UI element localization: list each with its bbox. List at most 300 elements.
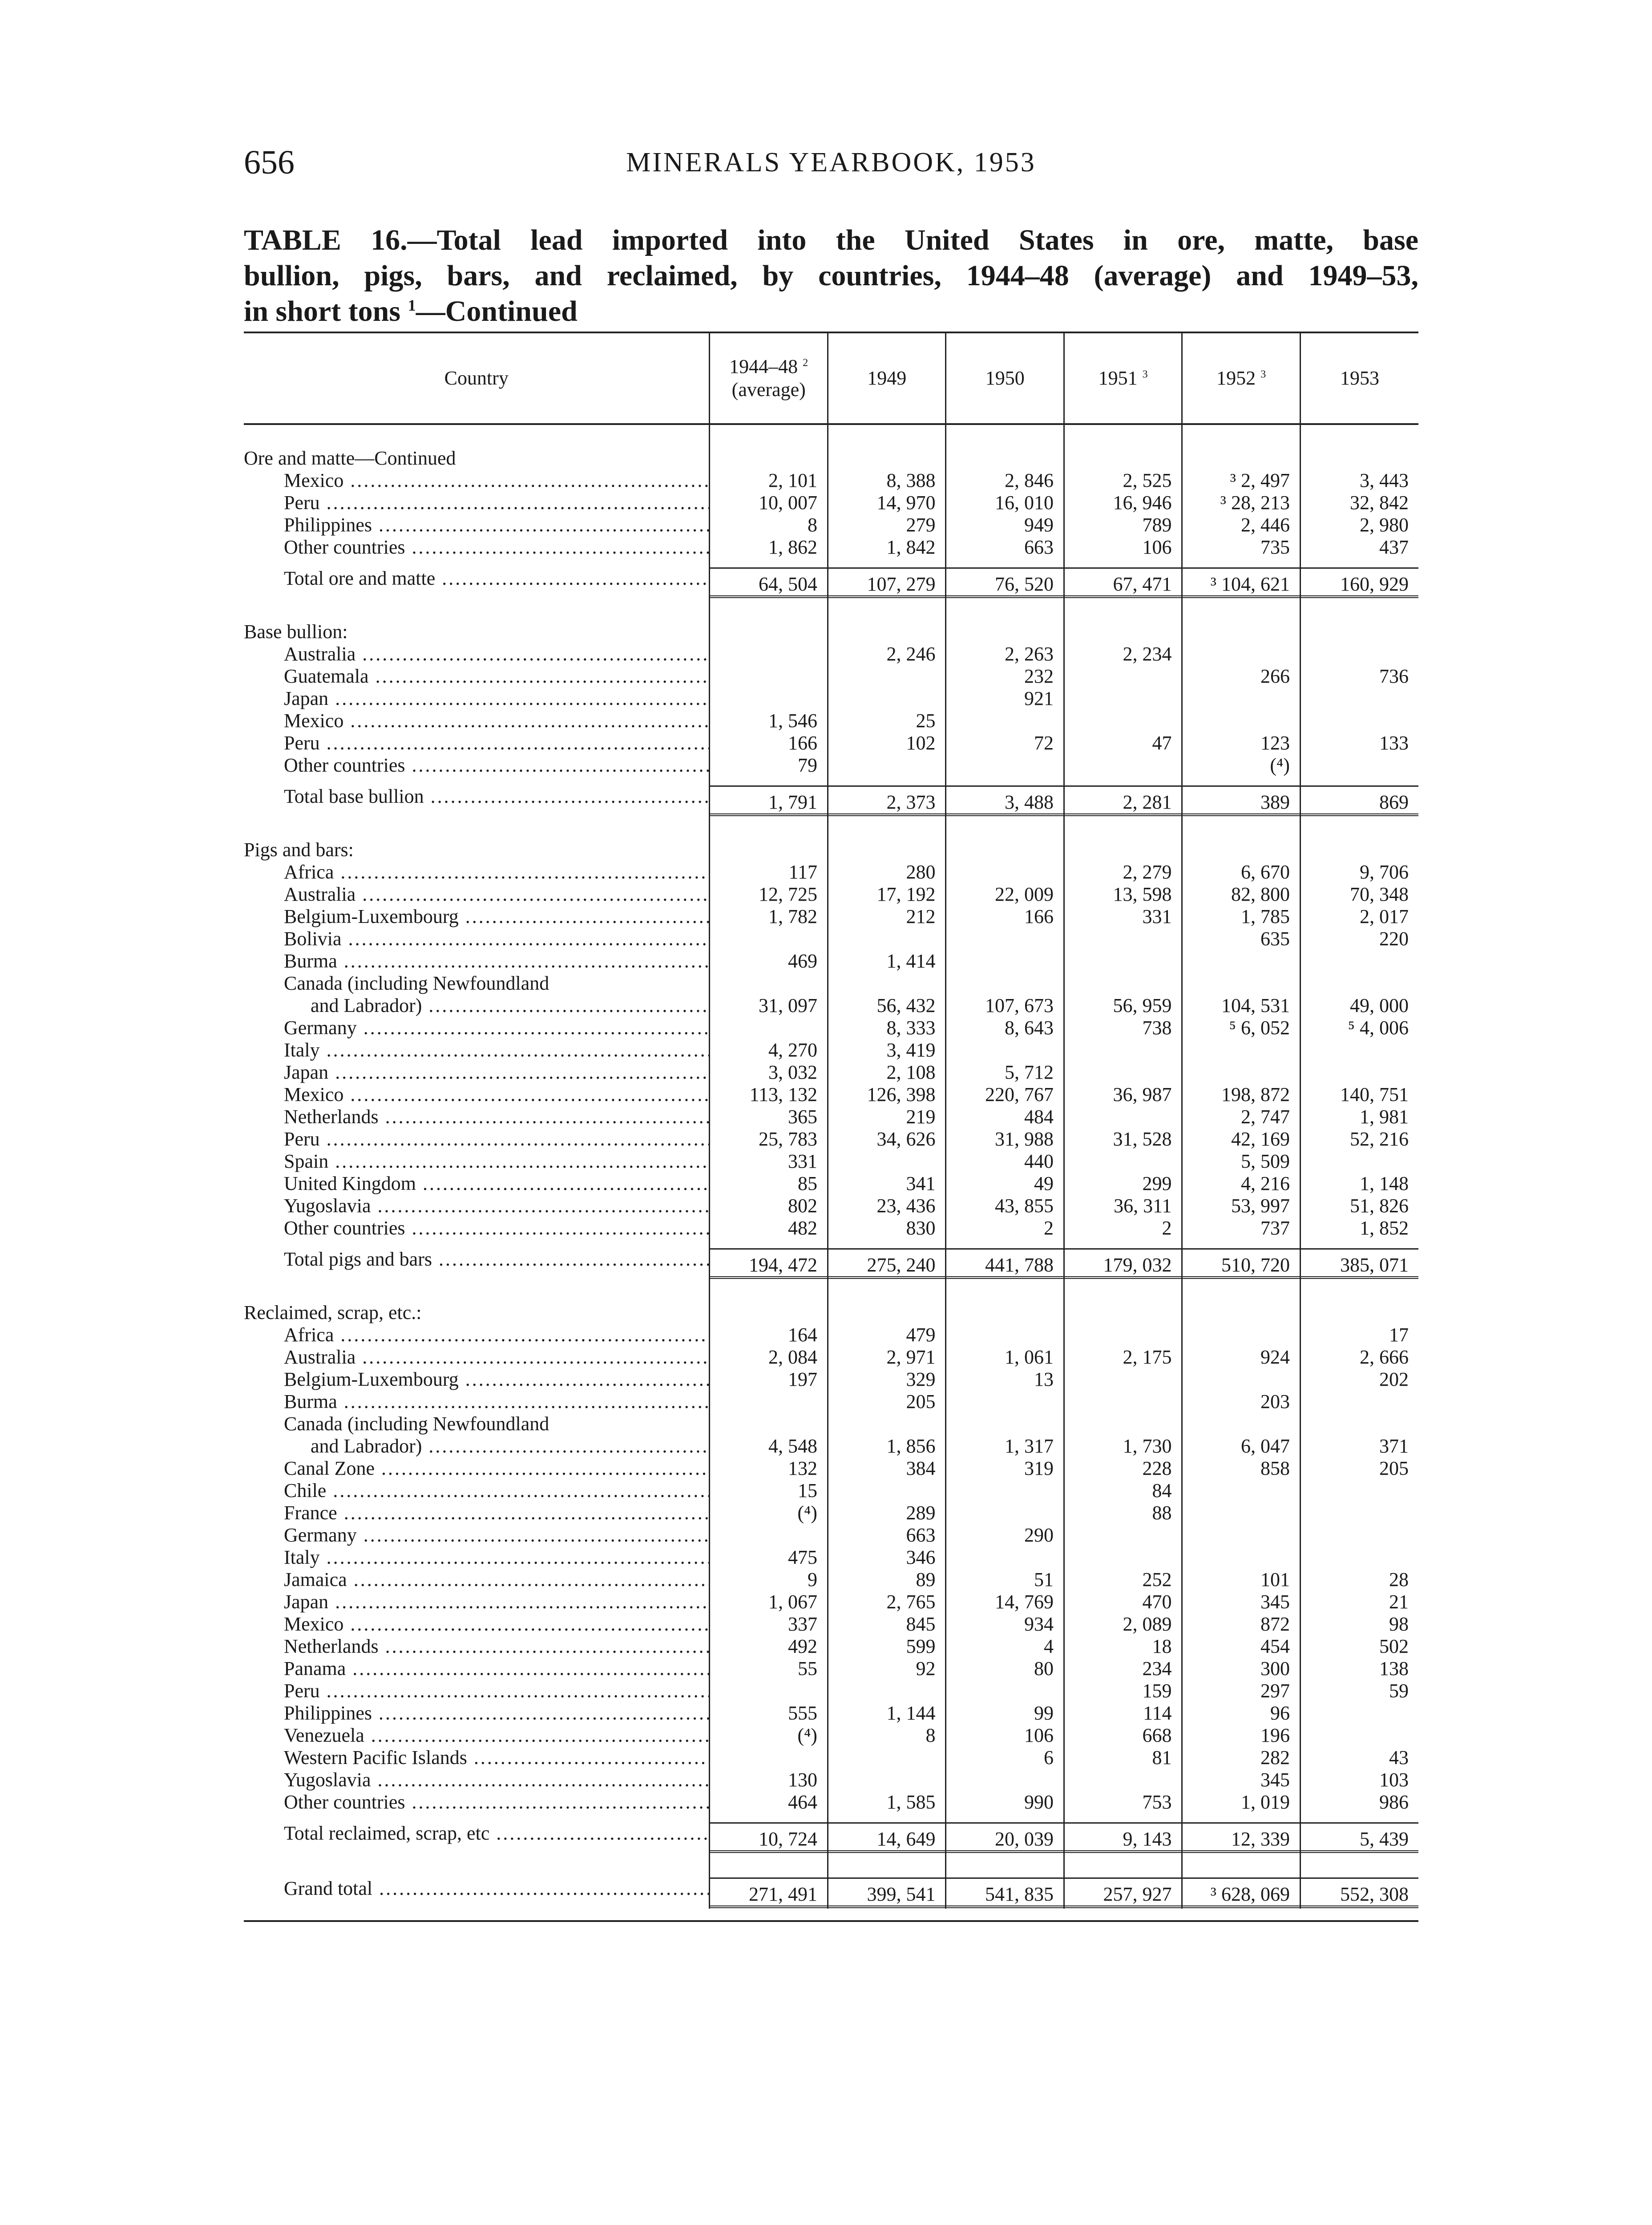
cell-value <box>1300 950 1418 972</box>
spacer-cell <box>1300 1853 1418 1869</box>
cell-value <box>1182 440 1301 469</box>
grand-total-row <box>244 1869 1418 1909</box>
cell-value: 9, 706 <box>1300 861 1418 883</box>
cell-value: 2, 765 <box>828 1591 946 1613</box>
rule-cell <box>1300 1909 1418 1921</box>
cell-value <box>1300 1039 1418 1061</box>
spacer-row <box>244 1853 1418 1869</box>
row-label: Germany ..... <box>244 1524 710 1546</box>
total-value: 552, 308 <box>1301 1877 1418 1908</box>
cell-value <box>710 1391 828 1413</box>
cell-value: 43 <box>1300 1747 1418 1769</box>
cell-value: 949 <box>946 514 1064 536</box>
cell-value: 28 <box>1300 1569 1418 1591</box>
cell-value: 80 <box>946 1658 1064 1680</box>
footnote-mark: 1 <box>408 296 416 314</box>
cell-value: 331 <box>1064 906 1182 928</box>
cell-value <box>1300 643 1418 665</box>
table-row <box>244 732 1418 754</box>
table-row <box>244 995 1418 1017</box>
cell-value <box>1064 1150 1182 1173</box>
table-row <box>244 1457 1418 1480</box>
cell-value: 252 <box>1064 1569 1182 1591</box>
spacer-cell <box>946 1853 1064 1869</box>
cell-value <box>1300 1546 1418 1569</box>
cell-value <box>828 614 946 643</box>
cell-value <box>1064 972 1182 995</box>
cell-value: 106 <box>1064 536 1182 558</box>
cell-value: 49, 000 <box>1300 995 1418 1017</box>
column-sublabel: (average) <box>731 379 806 400</box>
spacer-cell <box>1064 1279 1182 1295</box>
cell-value <box>1064 1413 1182 1435</box>
cell-value <box>946 1869 1064 1909</box>
cell-value: 331 <box>710 1150 828 1173</box>
table-row <box>244 514 1418 536</box>
footnote-mark: 2 <box>803 356 808 369</box>
cell-value: 220, 767 <box>946 1084 1064 1106</box>
cell-value: 2, 017 <box>1300 906 1418 928</box>
spacer-cell <box>1064 1853 1182 1869</box>
cell-value: 4 <box>946 1635 1064 1658</box>
cell-value: 3, 419 <box>828 1039 946 1061</box>
total-value: 5, 439 <box>1301 1822 1418 1853</box>
section-heading: Base bullion: <box>244 621 348 643</box>
cell-value: 2, 446 <box>1182 514 1301 536</box>
cell-value: 101 <box>1182 1569 1301 1591</box>
cell-value <box>946 1239 1064 1279</box>
cell-value: 82, 800 <box>1182 883 1301 906</box>
cell-value: 10, 007 <box>710 492 828 514</box>
row-label: Other countries ..... <box>244 754 710 777</box>
cell-value: 17, 192 <box>828 883 946 906</box>
cell-value: 4, 270 <box>710 1039 828 1061</box>
table-row <box>244 1546 1418 1569</box>
column-header-year <box>1064 332 1182 424</box>
cell-value <box>828 1413 946 1435</box>
cell-value: 371 <box>1300 1435 1418 1457</box>
cell-value <box>828 1813 946 1853</box>
cell-value: 279 <box>828 514 946 536</box>
table-row <box>244 1061 1418 1084</box>
cell-value <box>946 832 1064 861</box>
total-value: 385, 071 <box>1301 1248 1418 1279</box>
cell-value: 166 <box>710 732 828 754</box>
cell-value: 99 <box>946 1702 1064 1724</box>
cell-value: 266 <box>1182 665 1301 688</box>
cell-value: 85 <box>710 1173 828 1195</box>
table-row <box>244 1724 1418 1747</box>
total-value: 3, 488 <box>946 785 1063 816</box>
cell-value: 484 <box>946 1106 1064 1128</box>
cell-value <box>828 440 946 469</box>
cell-value: 9 <box>710 1569 828 1591</box>
footnote-mark: 3 <box>1260 368 1266 380</box>
total-value: ³ 628, 069 <box>1183 1877 1300 1908</box>
total-value: 257, 927 <box>1065 1877 1182 1908</box>
cell-value <box>1064 614 1182 643</box>
table-row <box>244 1680 1418 1702</box>
table-row <box>244 643 1418 665</box>
cell-value: 21 <box>1300 1591 1418 1613</box>
cell-value: ³ 28, 213 <box>1182 492 1301 514</box>
title-line: TABLE 16.—Total lead imported into the United States in ore, matte, base <box>244 224 1418 256</box>
rule-cell <box>828 1909 946 1921</box>
total-row <box>244 1239 1418 1279</box>
cell-value <box>828 1747 946 1769</box>
cell-value <box>1300 1524 1418 1546</box>
cell-value <box>828 1295 946 1324</box>
cell-value <box>710 643 828 665</box>
spacer-cell <box>710 599 828 614</box>
spacer-cell <box>244 817 710 832</box>
cell-value: 1, 061 <box>946 1346 1064 1368</box>
table-row <box>244 1591 1418 1613</box>
page-header <box>244 143 1418 183</box>
cell-value: 337 <box>710 1613 828 1635</box>
section-heading-row <box>244 440 1418 469</box>
cell-value: 2, 101 <box>710 469 828 492</box>
spacer-row <box>244 817 1418 832</box>
cell-value: 56, 959 <box>1064 995 1182 1017</box>
rule-cell <box>946 1909 1064 1921</box>
cell-value <box>828 1869 946 1909</box>
cell-value: 753 <box>1064 1791 1182 1813</box>
cell-value: 934 <box>946 1613 1064 1635</box>
table-row <box>244 1613 1418 1635</box>
cell-value <box>828 688 946 710</box>
column-header-year <box>710 332 828 424</box>
cell-value: 2, 175 <box>1064 1346 1182 1368</box>
cell-value: 440 <box>946 1150 1064 1173</box>
row-label: Canada (including Newfoundland <box>284 972 549 994</box>
row-label: Italy ..... <box>244 1039 710 1061</box>
title-line <box>244 294 1418 329</box>
cell-value: 47 <box>1064 732 1182 754</box>
row-label: Netherlands ..... <box>244 1635 710 1658</box>
column-label: 1953 <box>1340 367 1379 389</box>
table-row <box>244 861 1418 883</box>
cell-value: 197 <box>710 1368 828 1391</box>
table-row <box>244 1635 1418 1658</box>
cell-value <box>710 1680 828 1702</box>
cell-value: 280 <box>828 861 946 883</box>
cell-value: 345 <box>1182 1591 1301 1613</box>
cell-value: 51 <box>946 1569 1064 1591</box>
cell-value: 8, 333 <box>828 1017 946 1039</box>
total-value: 1, 791 <box>710 785 827 816</box>
table-row <box>244 1502 1418 1524</box>
total-value: 14, 649 <box>828 1822 945 1853</box>
row-label: Western Pacific Islands ..... <box>244 1747 710 1769</box>
cell-value <box>1182 1368 1301 1391</box>
total-value: 275, 240 <box>828 1248 945 1279</box>
row-label: Peru ..... <box>244 1680 710 1702</box>
spacer-cell <box>1182 599 1301 614</box>
table-row <box>244 1368 1418 1391</box>
table-row <box>244 1747 1418 1769</box>
row-label: Peru ..... <box>244 1128 710 1150</box>
cell-value: 1, 782 <box>710 906 828 928</box>
cell-value <box>1182 950 1301 972</box>
cell-value <box>1064 1391 1182 1413</box>
cell-value: 12, 725 <box>710 883 828 906</box>
cell-value <box>828 1239 946 1279</box>
cell-value: 290 <box>946 1524 1064 1546</box>
total-value: 10, 724 <box>710 1822 827 1853</box>
footnote-mark: 3 <box>1142 368 1148 380</box>
total-row <box>244 777 1418 817</box>
cell-value: ⁵ 6, 052 <box>1182 1017 1301 1039</box>
cell-value <box>1064 1368 1182 1391</box>
cell-value <box>710 1813 828 1853</box>
cell-value <box>1064 440 1182 469</box>
cell-value: ⁵ 4, 006 <box>1300 1017 1418 1039</box>
total-value: 20, 039 <box>946 1822 1063 1853</box>
cell-value: 492 <box>710 1635 828 1658</box>
cell-value: 103 <box>1300 1769 1418 1791</box>
row-label: Guatemala ..... <box>244 665 710 688</box>
table-row <box>244 1769 1418 1791</box>
table-row <box>244 1173 1418 1195</box>
spacer-cell <box>828 1853 946 1869</box>
cell-value: 16, 010 <box>946 492 1064 514</box>
table-row <box>244 1106 1418 1128</box>
cell-value: ³ 2, 497 <box>1182 469 1301 492</box>
row-label: Canal Zone ..... <box>244 1457 710 1480</box>
cell-value <box>1300 1061 1418 1084</box>
spacer-cell <box>1182 1853 1301 1869</box>
table-row <box>244 1346 1418 1368</box>
cell-value: 196 <box>1182 1724 1301 1747</box>
row-label: Japan ..... <box>244 1591 710 1613</box>
cell-value: 1, 414 <box>828 950 946 972</box>
cell-value: 25 <box>828 710 946 732</box>
cell-value: 130 <box>710 1769 828 1791</box>
rule-cell <box>1064 1909 1182 1921</box>
cell-value: 845 <box>828 1613 946 1635</box>
cell-value: 59 <box>1300 1680 1418 1702</box>
cell-value <box>1182 558 1301 599</box>
row-label: Mexico ..... <box>244 469 710 492</box>
cell-value <box>1064 832 1182 861</box>
row-label: and Labrador) ..... <box>244 995 710 1017</box>
row-label: Africa ..... <box>244 861 710 883</box>
cell-value <box>1300 688 1418 710</box>
cell-value: 299 <box>1064 1173 1182 1195</box>
table-row <box>244 1480 1418 1502</box>
cell-value <box>710 777 828 817</box>
title-line: bullion, pigs, bars, and reclaimed, by countries, 1944–48 (average) and 1949–53, <box>244 259 1418 292</box>
total-value: 179, 032 <box>1065 1248 1182 1279</box>
cell-value <box>946 1480 1064 1502</box>
cell-value <box>946 558 1064 599</box>
total-value: 194, 472 <box>710 1248 827 1279</box>
column-label: 1950 <box>985 367 1025 389</box>
cell-value <box>1064 1524 1182 1546</box>
cell-value: 25, 783 <box>710 1128 828 1150</box>
table-row <box>244 1569 1418 1591</box>
cell-value: 16, 946 <box>1064 492 1182 514</box>
column-header-year <box>946 332 1064 424</box>
cell-value <box>828 1769 946 1791</box>
total-value: 67, 471 <box>1065 567 1182 598</box>
cell-value: 72 <box>946 732 1064 754</box>
cell-value <box>1182 1813 1301 1853</box>
total-value: 76, 520 <box>946 567 1063 598</box>
row-label: Other countries ..... <box>244 1791 710 1813</box>
cell-value: 6, 047 <box>1182 1435 1301 1457</box>
cell-value: 345 <box>1182 1769 1301 1791</box>
section-heading-row <box>244 1295 1418 1324</box>
cell-value: 2, 234 <box>1064 643 1182 665</box>
cell-value: 469 <box>710 950 828 972</box>
cell-value <box>1064 1106 1182 1128</box>
row-label: Spain ..... <box>244 1150 710 1173</box>
cell-value: 117 <box>710 861 828 883</box>
spacer-cell <box>710 1279 828 1295</box>
cell-value: 502 <box>1300 1635 1418 1658</box>
cell-value: 986 <box>1300 1791 1418 1813</box>
cell-value: 88 <box>1064 1502 1182 1524</box>
cell-value <box>1182 688 1301 710</box>
total-value: 2, 281 <box>1065 785 1182 816</box>
cell-value <box>710 1869 828 1909</box>
table-row <box>244 1128 1418 1150</box>
cell-value: 43, 855 <box>946 1195 1064 1217</box>
table-row <box>244 710 1418 732</box>
total-value: 160, 929 <box>1301 567 1418 598</box>
cell-value: 2, 246 <box>828 643 946 665</box>
cell-value: 2 <box>1064 1217 1182 1239</box>
cell-value <box>1300 1502 1418 1524</box>
spacer-row <box>244 424 1418 440</box>
cell-value <box>1182 1324 1301 1346</box>
cell-value <box>1182 1239 1301 1279</box>
spacer-row <box>244 599 1418 614</box>
cell-value: 92 <box>828 1658 946 1680</box>
spacer-cell <box>710 1853 828 1869</box>
cell-value <box>946 1391 1064 1413</box>
row-label: Peru ..... <box>244 492 710 514</box>
row-label: Total base bullion ..... <box>244 777 710 817</box>
cell-value: 1, 067 <box>710 1591 828 1613</box>
cell-value <box>1182 1480 1301 1502</box>
total-row <box>244 1813 1418 1853</box>
cell-value: 123 <box>1182 732 1301 754</box>
cell-value <box>946 1324 1064 1346</box>
cell-value <box>828 1480 946 1502</box>
row-label: Netherlands ..... <box>244 1106 710 1128</box>
column-label: 1949 <box>867 367 907 389</box>
cell-value: 164 <box>710 1324 828 1346</box>
row-label: Yugoslavia ..... <box>244 1195 710 1217</box>
row-label: Philippines ..... <box>244 514 710 536</box>
cell-value <box>1300 1869 1418 1909</box>
cell-value <box>1182 777 1301 817</box>
cell-value: 1, 144 <box>828 1702 946 1724</box>
cell-value <box>1300 1391 1418 1413</box>
row-label: France ..... <box>244 1502 710 1524</box>
cell-value: 300 <box>1182 1658 1301 1680</box>
cell-value: 4, 548 <box>710 1435 828 1457</box>
total-value: 510, 720 <box>1183 1248 1300 1279</box>
spacer-cell <box>1182 424 1301 440</box>
cell-value: 159 <box>1064 1680 1182 1702</box>
cell-value: 2, 108 <box>828 1061 946 1084</box>
cell-value: 830 <box>828 1217 946 1239</box>
column-header-year <box>1182 332 1301 424</box>
total-value: 2, 373 <box>828 785 945 816</box>
row-label: Peru ..... <box>244 732 710 754</box>
table-row <box>244 1391 1418 1413</box>
column-header-year <box>1300 332 1418 424</box>
row-label: Australia ..... <box>244 643 710 665</box>
total-value: 9, 143 <box>1065 1822 1182 1853</box>
column-header-country <box>244 332 710 424</box>
cell-value <box>946 440 1064 469</box>
cell-value: 32, 842 <box>1300 492 1418 514</box>
row-label: United Kingdom ..... <box>244 1173 710 1195</box>
spacer-cell <box>946 817 1064 832</box>
spacer-cell <box>1300 424 1418 440</box>
spacer-cell <box>946 1279 1064 1295</box>
spacer-cell <box>828 424 946 440</box>
row-label: Mexico ..... <box>244 1613 710 1635</box>
spacer-cell <box>710 817 828 832</box>
cell-value: (⁴) <box>710 1502 828 1524</box>
total-value: ³ 104, 621 <box>1183 567 1300 598</box>
cell-value <box>710 614 828 643</box>
cell-value: 31, 528 <box>1064 1128 1182 1150</box>
row-label: Total ore and matte ..... <box>244 558 710 599</box>
spacer-cell <box>828 817 946 832</box>
cell-value: 14, 769 <box>946 1591 1064 1613</box>
row-label: Jamaica ..... <box>244 1569 710 1591</box>
total-value: 107, 279 <box>828 567 945 598</box>
cell-value: 1, 585 <box>828 1791 946 1813</box>
cell-value: 138 <box>1300 1658 1418 1680</box>
cell-value: 56, 432 <box>828 995 946 1017</box>
table-row <box>244 1150 1418 1173</box>
cell-value: 4, 216 <box>1182 1173 1301 1195</box>
cell-value <box>1064 1813 1182 1853</box>
spacer-cell <box>1064 599 1182 614</box>
spacer-cell <box>1064 424 1182 440</box>
cell-value: 990 <box>946 1791 1064 1813</box>
cell-value: 113, 132 <box>710 1084 828 1106</box>
cell-value: 2, 279 <box>1064 861 1182 883</box>
cell-value <box>1064 1324 1182 1346</box>
cell-value: 52, 216 <box>1300 1128 1418 1150</box>
cell-value: 49 <box>946 1173 1064 1195</box>
spacer-cell <box>1300 599 1418 614</box>
table-title <box>244 222 1418 329</box>
cell-value <box>1300 614 1418 643</box>
column-label: 1944–48 <box>729 356 798 377</box>
cell-value: 921 <box>946 688 1064 710</box>
cell-value <box>946 1295 1064 1324</box>
cell-value: 1, 546 <box>710 710 828 732</box>
section-heading: Pigs and bars: <box>244 839 354 861</box>
cell-value <box>1182 1295 1301 1324</box>
rule-cell <box>244 1909 710 1921</box>
table-row <box>244 1324 1418 1346</box>
table-row <box>244 469 1418 492</box>
cell-value: 5, 509 <box>1182 1150 1301 1173</box>
cell-value: 872 <box>1182 1613 1301 1635</box>
spacer-cell <box>244 599 710 614</box>
